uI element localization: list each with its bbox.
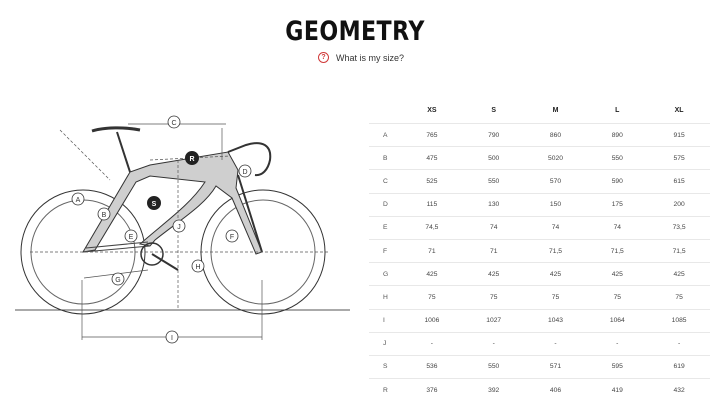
row-label-cell: D <box>369 193 401 216</box>
question-circle-icon: ? <box>318 52 329 63</box>
row-label-cell: B <box>369 147 401 170</box>
table-cell: 74 <box>586 216 648 239</box>
table-cell: - <box>525 332 587 355</box>
table-cell: 71,5 <box>586 239 648 262</box>
table-cell: 74 <box>463 216 525 239</box>
table-cell: 425 <box>586 263 648 286</box>
header-cell-l: L <box>615 107 620 114</box>
table-cell: 419 <box>586 379 648 402</box>
table-cell: 5020 <box>525 147 587 170</box>
table-cell: 71,5 <box>525 239 587 262</box>
table-cell: 790 <box>463 124 525 147</box>
table-row <box>369 239 710 262</box>
row-label-cell: G <box>369 263 401 286</box>
row-label-cell: S <box>369 355 401 378</box>
row-label-cell: F <box>369 239 401 262</box>
table-cell: 175 <box>586 193 648 216</box>
table-cell: 130 <box>463 193 525 216</box>
table-body <box>369 124 710 402</box>
header-cell-xs: XS <box>427 107 437 114</box>
label-g <box>112 273 124 285</box>
table-row <box>369 379 710 402</box>
table-cell: 536 <box>401 355 463 378</box>
table-cell: 860 <box>525 124 587 147</box>
row-label-cell: H <box>369 286 401 309</box>
table-cell: 71 <box>463 239 525 262</box>
table-cell: 500 <box>463 147 525 170</box>
label-i <box>166 331 178 343</box>
svg-text:B: B <box>101 212 107 219</box>
table-cell: 71 <box>401 239 463 262</box>
seatpost <box>117 132 130 172</box>
svg-text:H: H <box>195 264 201 271</box>
svg-text:F: F <box>229 234 235 241</box>
table-cell: 595 <box>586 355 648 378</box>
table-cell: 571 <box>525 355 587 378</box>
table-cell: - <box>463 332 525 355</box>
label-e <box>125 230 137 242</box>
table-cell: 200 <box>648 193 710 216</box>
table-row <box>369 216 710 239</box>
saddle <box>92 128 140 131</box>
table-cell: 71,5 <box>648 239 710 262</box>
table-cell: 75 <box>525 286 587 309</box>
table-cell: 115 <box>401 193 463 216</box>
label-h <box>192 260 204 272</box>
table-cell: 376 <box>401 379 463 402</box>
table-row <box>369 170 710 193</box>
table-row <box>369 355 710 378</box>
row-label-cell: J <box>369 332 401 355</box>
header-cell-m: M <box>552 107 559 114</box>
table-row <box>369 309 710 332</box>
table-cell: - <box>401 332 463 355</box>
table-cell: 550 <box>586 147 648 170</box>
table-cell: 615 <box>648 170 710 193</box>
table-cell: 425 <box>525 263 587 286</box>
table-row <box>369 332 710 355</box>
table-cell: 74 <box>525 216 587 239</box>
table-cell: 74,5 <box>401 216 463 239</box>
table-row <box>369 286 710 309</box>
table-cell: 590 <box>586 170 648 193</box>
svg-text:E: E <box>128 234 134 241</box>
table-row <box>369 193 710 216</box>
label-f <box>226 230 238 242</box>
svg-text:D: D <box>242 169 248 176</box>
table-cell: 570 <box>525 170 587 193</box>
svg-text:G: G <box>115 277 121 284</box>
table-cell: 73,5 <box>648 216 710 239</box>
header-cell <box>369 98 401 124</box>
svg-text:S: S <box>151 201 157 208</box>
label-b <box>98 208 110 220</box>
table-cell: - <box>586 332 648 355</box>
table-cell: 425 <box>648 263 710 286</box>
table-cell: 1043 <box>525 309 587 332</box>
table-cell: 425 <box>401 263 463 286</box>
table-row <box>369 124 710 147</box>
row-label-cell: A <box>369 124 401 147</box>
label-r <box>186 152 199 165</box>
table-row <box>369 147 710 170</box>
label-j <box>173 220 185 232</box>
table-cell: 475 <box>401 147 463 170</box>
table-cell: 1006 <box>401 309 463 332</box>
table-cell: 75 <box>463 286 525 309</box>
svg-text:A: A <box>75 197 81 204</box>
svg-text:R: R <box>189 156 195 163</box>
table-cell: 1085 <box>648 309 710 332</box>
table-cell: 765 <box>401 124 463 147</box>
geometry-table <box>369 98 710 401</box>
table-cell: 575 <box>648 147 710 170</box>
table-cell: 915 <box>648 124 710 147</box>
table-cell: 890 <box>586 124 648 147</box>
table-cell: 75 <box>648 286 710 309</box>
table-header-row <box>369 98 710 124</box>
table-cell: 619 <box>648 355 710 378</box>
table-cell: - <box>648 332 710 355</box>
svg-text:C: C <box>171 120 177 127</box>
row-label-cell: E <box>369 216 401 239</box>
table-cell: 432 <box>648 379 710 402</box>
label-s <box>148 197 161 210</box>
page-title: GEOMETRY <box>285 16 425 47</box>
crank-arm <box>152 254 178 270</box>
what-is-my-size-link[interactable] <box>318 52 404 63</box>
table-cell: 392 <box>463 379 525 402</box>
table-cell: 75 <box>401 286 463 309</box>
table-cell: 406 <box>525 379 587 402</box>
table-cell: 1027 <box>463 309 525 332</box>
table-cell: 1064 <box>586 309 648 332</box>
header-cell-s: S <box>491 107 497 114</box>
header-cell-xl: XL <box>674 107 684 114</box>
table-cell: 150 <box>525 193 587 216</box>
bike-geometry-diagram <box>0 90 370 405</box>
label-c <box>168 116 180 128</box>
table-cell: 550 <box>463 170 525 193</box>
table-cell: 550 <box>463 355 525 378</box>
svg-text:I: I <box>171 335 173 342</box>
table-cell: 525 <box>401 170 463 193</box>
row-label-cell: I <box>369 309 401 332</box>
row-label-cell: C <box>369 170 401 193</box>
size-link-label: What is my size? <box>336 52 405 63</box>
label-d <box>239 165 251 177</box>
svg-text:J: J <box>177 224 181 231</box>
row-label-cell: R <box>369 379 401 402</box>
table-cell: 75 <box>586 286 648 309</box>
table-row <box>369 263 710 286</box>
table-cell: 425 <box>463 263 525 286</box>
label-a <box>72 193 84 205</box>
